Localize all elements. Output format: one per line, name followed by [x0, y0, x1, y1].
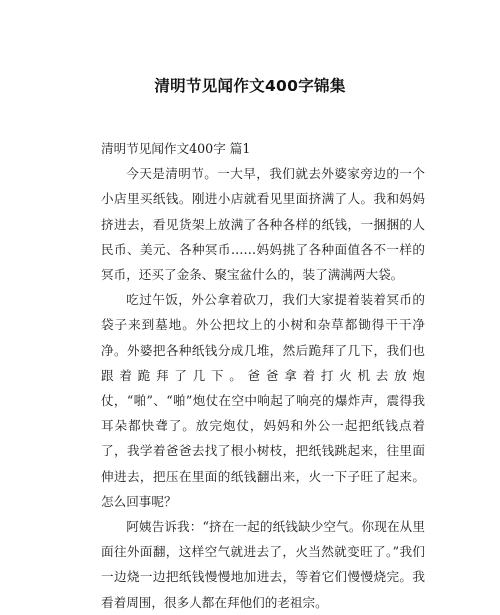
document-body	[101, 136, 425, 615]
document-title: 清明节见闻作文400字锦集	[154, 77, 346, 95]
section-subheading: 清明节见闻作文400字 篇1	[101, 141, 251, 156]
paragraph: 吃过午饭，外公拿着砍刀，我们大家提着装着冥币的袋子来到墓地。外公把坟上的小树和杂草都锄得干干净净。外婆把各种纸钱分成几堆，然后跪拜了几下，我们也跟着跪拜了几下。爸爸拿着打火机去放炮仗，“啪”、“啪”炮仗在空中响起了响亮的爆炸声，震得我耳朵都快聋了。放完炮仗，妈妈和外公一起把纸钱点着了，我学着爸爸去找了根小树枝，把纸钱跳起来，往里面伸进去，把压在里面的纸钱翻出来，火一下子旺了起来。怎么回事呢？	[101, 292, 425, 509]
paragraph: 今天是清明节。一大早，我们就去外婆家旁边的一个小店里买纸钱。刚进小店就看见里面挤满了人。我和妈妈挤进去，看见货架上放满了各种各样的纸钱，一捆捆的人民币、美元、各种冥币……妈妈挑了各种面值各不一样的冥币，还买了金条、聚宝盆什么的，装了满满两大袋。	[101, 166, 425, 283]
paragraph: 阿姨告诉我：“挤在一起的纸钱缺少空气。你现在从里面往外面翻，这样空气就进去了，火当然就变旺了。”我们一边烧一边把纸钱慢慢地加进去，等着它们慢慢烧完。我看着周围，很多人都在拜他们的老祖宗。	[101, 519, 425, 610]
